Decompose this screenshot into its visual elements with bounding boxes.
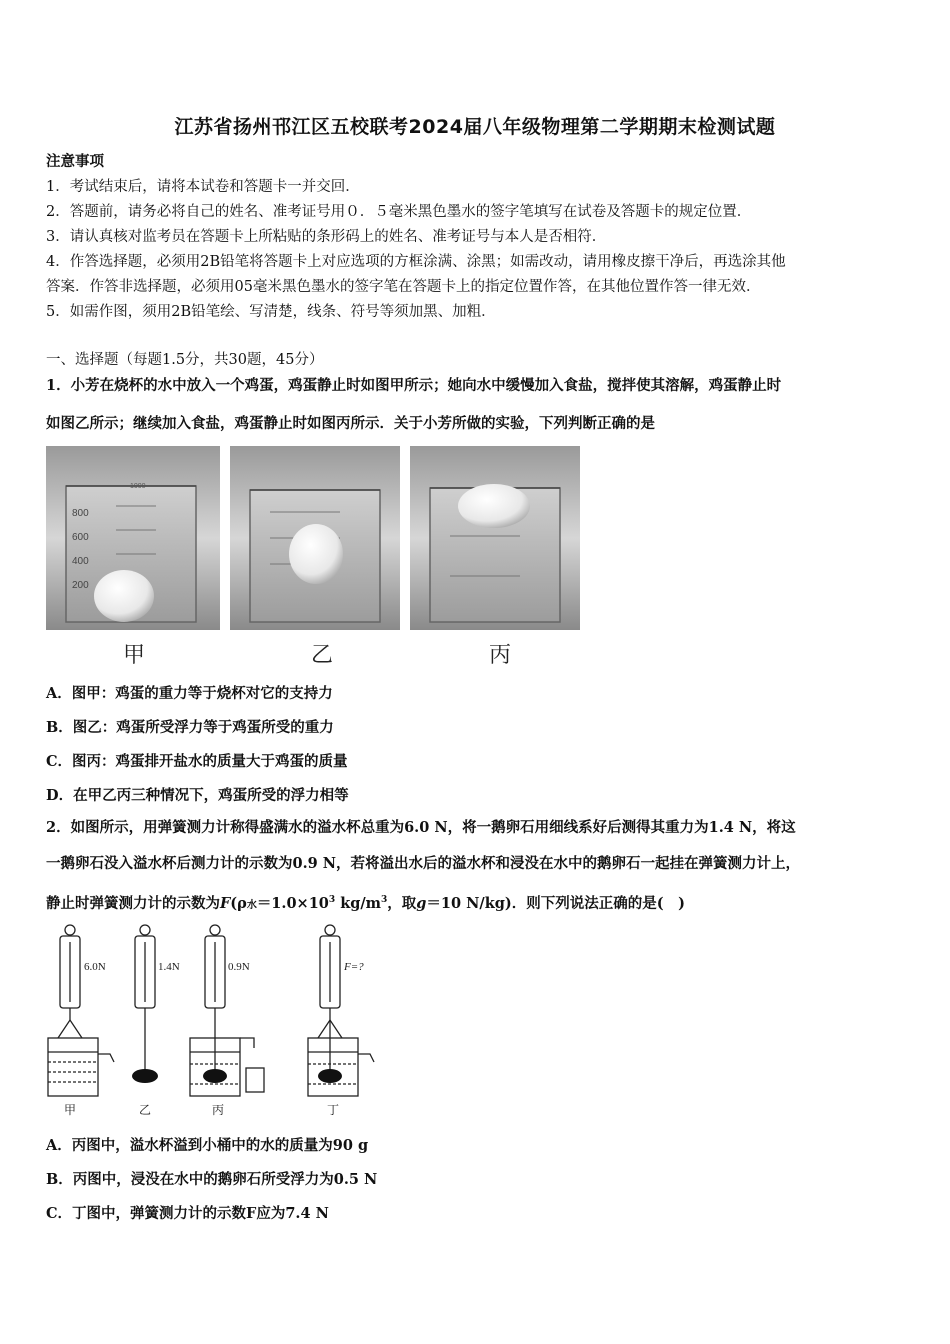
beaker-jia — [46, 446, 220, 630]
q2-option-a: A．丙图中，溢水杯溢到小桶中的水的质量为90 g — [46, 1137, 369, 1154]
beaker-mark: 800 — [72, 508, 89, 519]
scale-reading: 6.0N — [84, 961, 106, 973]
fig-label: 丙 — [488, 643, 512, 668]
fig-label: 丁 — [326, 1103, 340, 1117]
q2-stem-line: 一鹅卵石没入溢水杯后测力计的示数为0.9 N，若将溢出水后的溢水杯和浸没在水中的鹅卵石一起挂在弹簧测力计上， — [46, 855, 801, 872]
beaker-mark: 400 — [72, 556, 89, 567]
scale-yi — [135, 925, 155, 1070]
fig-label: 甲 — [122, 643, 146, 668]
fig-label: 丙 — [211, 1103, 225, 1117]
notice-item: 3．请认真核对监考员在答题卡上所粘贴的条形码上的姓名、准考证号与本人是否相符． — [46, 229, 607, 245]
fig-label: 乙 — [310, 643, 334, 668]
notice-item: 1．考试结束后，请将本试卷和答题卡一并交回． — [46, 179, 360, 195]
q2-stem-line: 2．如图所示，用弹簧测力计称得盛满水的溢水杯总重为6.0 N，将一鹅卵石用细线系好后测得其重力为1.4 N，将这 — [46, 819, 796, 836]
beaker-bing — [410, 446, 580, 630]
beaker-mark: 600 — [72, 532, 89, 543]
q1-beaker-figure — [46, 446, 580, 670]
q1-stem-line: 1．小芳在烧杯的水中放入一个鸡蛋，鸡蛋静止时如图甲所示；她向水中缓慢加入食盐，搅拌使其溶解，鸡蛋静止时 — [46, 377, 782, 394]
fig-label: 乙 — [138, 1103, 152, 1117]
scale-reading: 1.4N — [158, 961, 180, 973]
notice-heading: 注意事项 — [46, 153, 104, 170]
beaker-mark: 200 — [72, 580, 89, 591]
fig-label: 甲 — [63, 1103, 77, 1117]
q2-spring-scale-figure — [40, 920, 380, 1120]
scale-reading: 0.9N — [228, 961, 250, 973]
q2-stem-line: 静止时弹簧测力计的示数为F(ρ水$=1.0\times 10^3$ $kg/m^3$，取g＝10 N/kg)．则下列说法正确的是( ) — [46, 894, 685, 912]
q1-option-d: D．在甲乙丙三种情况下，鸡蛋所受的浮力相等 — [46, 787, 349, 804]
q2-option-b: B．丙图中，浸没在水中的鹅卵石所受浮力为0.5 N — [46, 1171, 378, 1188]
pebble-icon — [203, 1069, 227, 1083]
page-title: 江苏省扬州邗江区五校联考2024届八年级物理第二学期期末检测试题 — [174, 116, 776, 138]
q1-stem-line: 如图乙所示；继续加入食盐，鸡蛋静止时如图丙所示．关于小芳所做的实验，下列判断正确的是 — [46, 415, 655, 432]
pebble-icon — [318, 1069, 342, 1083]
q1-option-b: B．图乙：鸡蛋所受浮力等于鸡蛋所受的重力 — [46, 719, 334, 736]
section-heading: 一、选择题（每题1.5分，共30题，45分） — [46, 352, 324, 368]
egg-icon — [458, 484, 530, 528]
scale-reading: F=? — [344, 961, 364, 973]
scale-ding — [308, 925, 374, 1096]
q2-option-c: C．丁图中，弹簧测力计的示数F应为7.4 N — [46, 1205, 329, 1222]
egg-icon — [289, 524, 343, 584]
notice-item: 答案．作答非选择题，必须用05毫米黑色墨水的签字笔在答题卡上的指定位置作答，在其他位置作答一律无效． — [46, 279, 761, 295]
scale-bing — [190, 925, 264, 1096]
notice-item: 2．答题前，请务必将自己的姓名、准考证号用０．５毫米黑色墨水的签字笔填写在试卷及答题卡的规定位置． — [46, 204, 752, 220]
beaker-yi — [230, 446, 400, 630]
notice-item: 5．如需作图，须用2B铅笔绘、写清楚，线条、符号等须加黑、加粗． — [46, 304, 496, 320]
q1-option-c: C．图丙：鸡蛋排开盐水的质量大于鸡蛋的质量 — [46, 753, 348, 770]
beaker-mark: 1000 — [130, 483, 146, 490]
notice-item: 4．作答选择题，必须用2B铅笔将答题卡上对应选项的方框涂满、涂黑；如需改动，请用橡皮擦干净后，再选涂其他 — [46, 254, 786, 270]
scale-jia — [48, 925, 114, 1096]
q1-option-a: A．图甲：鸡蛋的重力等于烧杯对它的支持力 — [46, 685, 333, 702]
pebble-icon — [132, 1069, 158, 1083]
egg-icon — [94, 570, 154, 622]
